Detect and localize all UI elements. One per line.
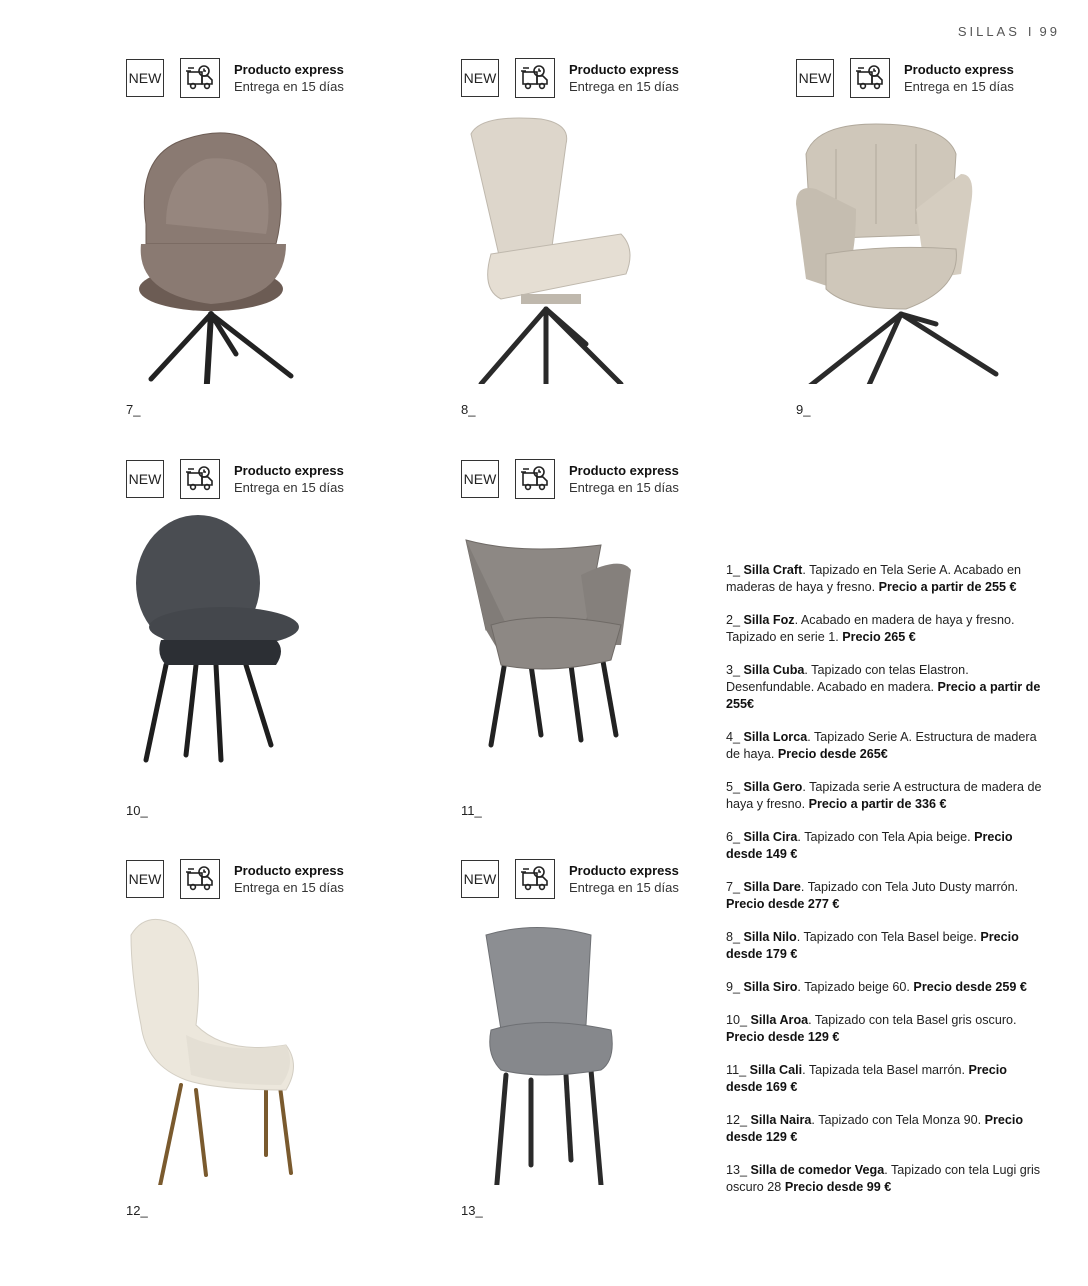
new-badge: NEW	[126, 59, 164, 97]
description-item	[726, 879, 1046, 913]
product-number: 9_	[796, 402, 811, 417]
new-badge: NEW	[461, 860, 499, 898]
description-price: Precio desde 169 €	[726, 1063, 1007, 1094]
description-name: Silla Cali	[749, 1063, 803, 1077]
express-label	[904, 61, 1014, 95]
description-price: Precio a partir de 255€	[726, 680, 1041, 711]
product-descriptions	[726, 562, 1046, 1212]
description-item	[726, 1162, 1046, 1196]
description-text: . Tapizado con Tela Basel beige.	[796, 930, 981, 944]
product-photo[interactable]	[126, 114, 426, 384]
express-title: Producto express	[904, 62, 1014, 77]
badge-row	[461, 457, 679, 501]
description-price: Precio desde 265€	[777, 747, 888, 761]
product-card-13[interactable]	[461, 857, 761, 1237]
description-item	[726, 612, 1046, 646]
description-number: 3_	[726, 663, 741, 677]
product-number: 13_	[461, 1203, 483, 1218]
description-text: . Tapizado beige 60.	[797, 980, 914, 994]
express-icon-box	[515, 859, 555, 899]
header-separator: I	[1027, 24, 1032, 39]
badge-row	[126, 857, 344, 901]
chair-photo	[461, 114, 761, 384]
description-text: . Tapizado con telas Elastron. Desenfundable. Acabado en madera.	[726, 663, 969, 694]
description-name: Silla Cira	[743, 830, 798, 844]
description-name: Silla Nilo	[743, 930, 797, 944]
description-number: 13_	[726, 1163, 748, 1177]
description-name: Silla de comedor Vega	[750, 1163, 885, 1177]
description-price: Precio desde 149 €	[726, 830, 1013, 861]
description-number: 1_	[726, 563, 741, 577]
description-item	[726, 929, 1046, 963]
new-badge: NEW	[126, 860, 164, 898]
product-photo[interactable]	[126, 915, 426, 1185]
description-price: Precio 265 €	[842, 630, 916, 644]
delivery-truck-clock-icon	[185, 63, 215, 93]
badge-row	[126, 56, 344, 100]
description-text: . Tapizado con Tela Juto Dusty marrón.	[800, 880, 1019, 894]
description-text: . Tapizado con Tela Apia beige.	[797, 830, 975, 844]
product-card-10[interactable]	[126, 457, 426, 837]
page-number: 99	[1039, 24, 1060, 39]
delivery-truck-clock-icon	[855, 63, 885, 93]
express-label	[234, 462, 344, 496]
express-title: Producto express	[569, 62, 679, 77]
product-number: 10_	[126, 803, 148, 818]
description-name: Silla Aroa	[750, 1013, 809, 1027]
description-number: 5_	[726, 780, 741, 794]
express-subtitle: Entrega en 15 días	[569, 480, 679, 495]
new-badge: NEW	[461, 460, 499, 498]
express-title: Producto express	[569, 463, 679, 478]
product-photo[interactable]	[461, 915, 761, 1185]
section-title: SILLAS	[957, 24, 1020, 39]
description-name: Silla Naira	[750, 1113, 812, 1127]
description-item	[726, 729, 1046, 763]
description-price: Precio desde 259 €	[913, 980, 1027, 994]
description-price: Precio desde 99 €	[784, 1180, 892, 1194]
description-number: 6_	[726, 830, 741, 844]
new-badge: NEW	[461, 59, 499, 97]
description-price: Precio desde 129 €	[726, 1030, 840, 1044]
chair-photo	[126, 515, 426, 785]
express-subtitle: Entrega en 15 días	[569, 880, 679, 895]
description-number: 4_	[726, 730, 741, 744]
chair-photo	[126, 114, 426, 384]
description-number: 8_	[726, 930, 741, 944]
product-card-9[interactable]	[796, 56, 1088, 436]
product-card-12[interactable]	[126, 857, 426, 1237]
express-label	[234, 862, 344, 896]
chair-photo	[796, 114, 1088, 384]
product-number: 12_	[126, 1203, 148, 1218]
express-title: Producto express	[234, 463, 344, 478]
description-item	[726, 662, 1046, 713]
description-name: Silla Gero	[743, 780, 803, 794]
product-photo[interactable]	[126, 515, 426, 785]
description-number: 9_	[726, 980, 741, 994]
express-subtitle: Entrega en 15 días	[569, 79, 679, 94]
description-name: Silla Siro	[743, 980, 798, 994]
description-text: . Tapizada serie A estructura de madera de haya y fresno.	[726, 780, 1042, 811]
product-number: 11_	[461, 803, 482, 818]
description-item	[726, 979, 1046, 996]
description-item	[726, 779, 1046, 813]
delivery-truck-clock-icon	[520, 63, 550, 93]
description-price: Precio a partir de 336 €	[808, 797, 947, 811]
description-text: . Tapizado en Tela Serie A. Acabado en maderas de haya y fresno.	[726, 563, 1022, 594]
express-icon-box	[180, 459, 220, 499]
product-card-7[interactable]	[126, 56, 426, 436]
description-name: Silla Foz	[743, 613, 795, 627]
description-text: . Tapizado con tela Lugi gris oscuro 28	[726, 1163, 1041, 1194]
description-number: 2_	[726, 613, 741, 627]
express-subtitle: Entrega en 15 días	[234, 880, 344, 895]
new-badge: NEW	[796, 59, 834, 97]
badge-row	[126, 457, 344, 501]
express-subtitle: Entrega en 15 días	[904, 79, 1014, 94]
page-header	[958, 24, 1060, 39]
description-text: . Tapizada tela Basel marrón.	[802, 1063, 969, 1077]
product-number: 8_	[461, 402, 476, 417]
description-number: 12_	[726, 1113, 748, 1127]
delivery-truck-clock-icon	[185, 864, 215, 894]
product-card-8[interactable]	[461, 56, 761, 436]
express-subtitle: Entrega en 15 días	[234, 79, 344, 94]
description-price: Precio desde 277 €	[726, 897, 840, 911]
express-label	[569, 462, 679, 496]
express-label	[569, 862, 679, 896]
description-number: 10_	[726, 1013, 748, 1027]
description-text: . Acabado en madera de haya y fresno. Tapizado en serie 1.	[726, 613, 1015, 644]
description-text: . Tapizado con tela Basel gris oscuro.	[808, 1013, 1017, 1027]
express-label	[234, 61, 344, 95]
express-icon-box	[180, 859, 220, 899]
description-item	[726, 829, 1046, 863]
description-name: Silla Cuba	[743, 663, 805, 677]
description-price: Precio a partir de 255 €	[878, 580, 1017, 594]
express-title: Producto express	[234, 863, 344, 878]
description-name: Silla Lorca	[743, 730, 808, 744]
badge-row	[461, 857, 679, 901]
express-icon-box	[180, 58, 220, 98]
express-icon-box	[515, 58, 555, 98]
description-text: . Tapizado Serie A. Estructura de madera de haya.	[726, 730, 1037, 761]
description-name: Silla Dare	[743, 880, 801, 894]
description-item	[726, 1062, 1046, 1096]
badge-row	[461, 56, 679, 100]
product-card-11[interactable]	[461, 457, 761, 837]
product-photo[interactable]	[796, 114, 1088, 384]
express-label	[569, 61, 679, 95]
delivery-truck-clock-icon	[520, 464, 550, 494]
badge-row	[796, 56, 1014, 100]
description-item	[726, 562, 1046, 596]
delivery-truck-clock-icon	[185, 464, 215, 494]
chair-photo	[126, 915, 426, 1185]
description-name: Silla Craft	[743, 563, 803, 577]
description-text: . Tapizado con Tela Monza 90.	[811, 1113, 985, 1127]
description-item	[726, 1112, 1046, 1146]
express-title: Producto express	[234, 62, 344, 77]
product-photo[interactable]	[461, 515, 761, 785]
description-number: 7_	[726, 880, 741, 894]
product-photo[interactable]	[461, 114, 761, 384]
express-icon-box	[850, 58, 890, 98]
delivery-truck-clock-icon	[520, 864, 550, 894]
express-title: Producto express	[569, 863, 679, 878]
description-price: Precio desde 129 €	[726, 1113, 1024, 1144]
description-item	[726, 1012, 1046, 1046]
express-icon-box	[515, 459, 555, 499]
description-price: Precio desde 179 €	[726, 930, 1019, 961]
chair-photo	[461, 515, 761, 785]
description-number: 11_	[726, 1063, 747, 1077]
express-subtitle: Entrega en 15 días	[234, 480, 344, 495]
chair-photo	[461, 915, 761, 1185]
new-badge: NEW	[126, 460, 164, 498]
product-number: 7_	[126, 402, 141, 417]
